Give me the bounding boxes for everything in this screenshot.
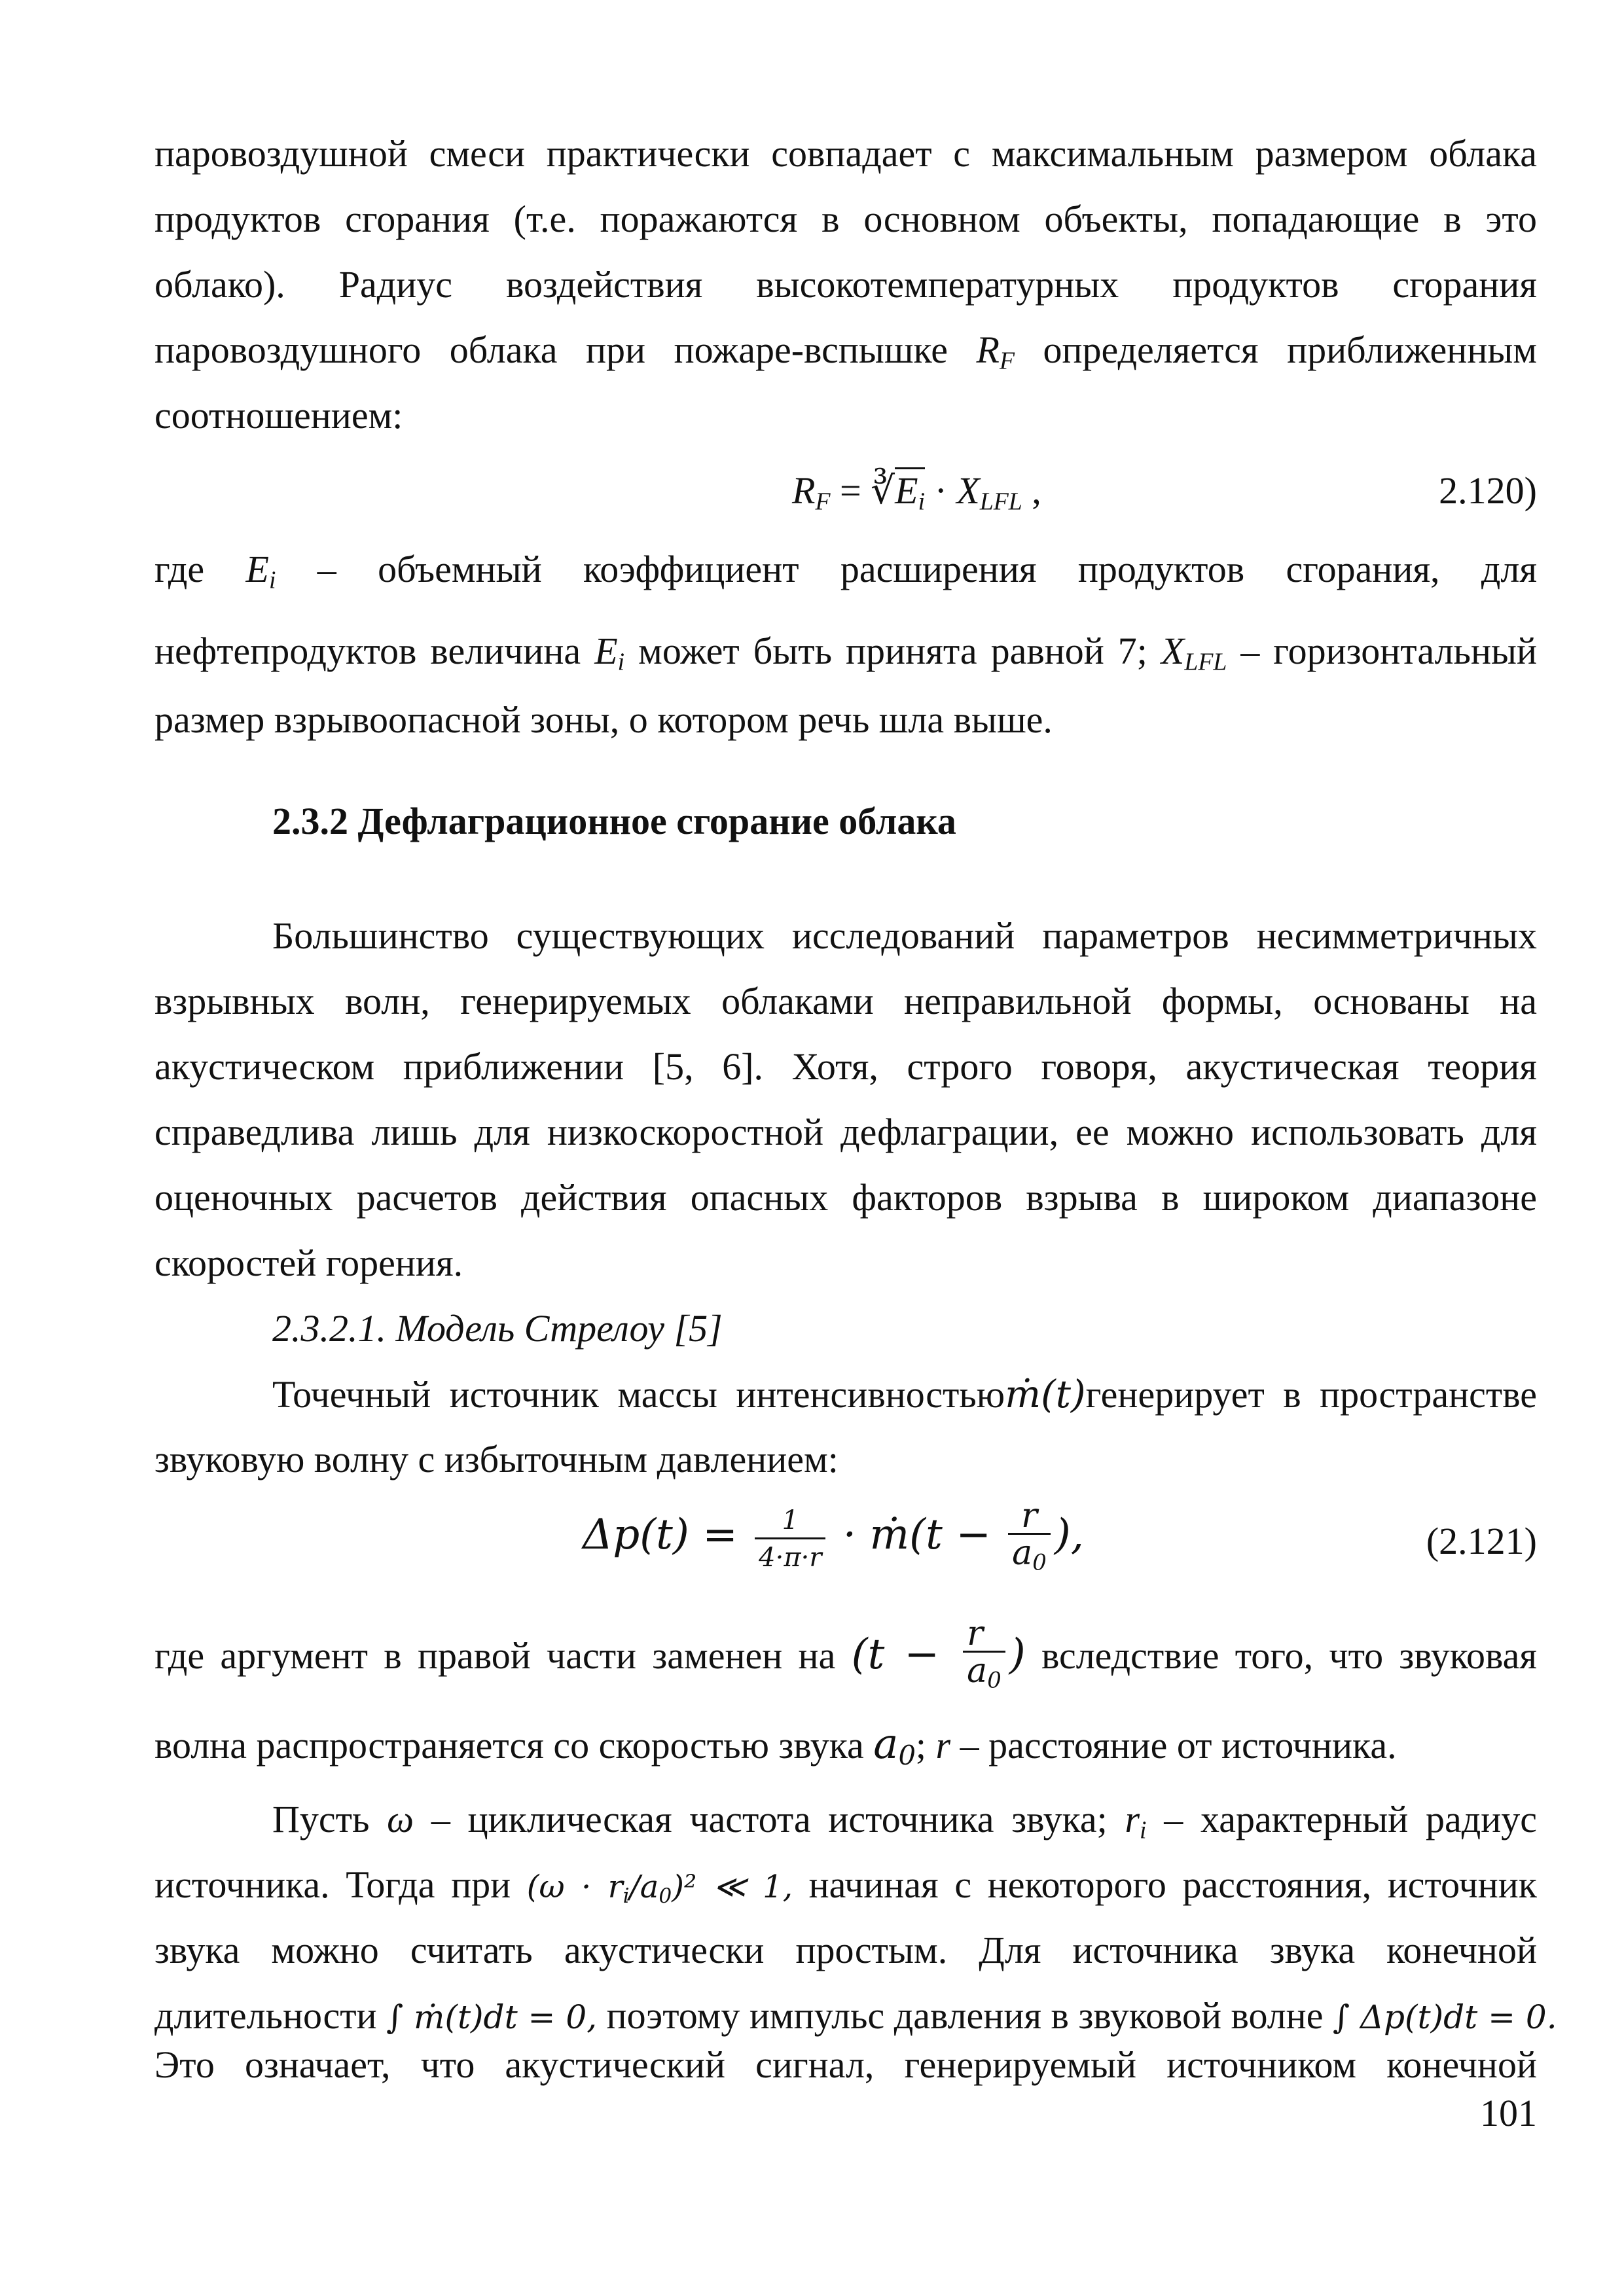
text-line: оценочных расчетов действия опасных факторов взрыва в широком диапазоне	[154, 1176, 1537, 1219]
page-number: 101	[1480, 2092, 1537, 2134]
eq-fraction-r-a0: $\frac{r}{a_0}$	[1008, 1499, 1051, 1581]
var-ri: $r_i$	[1125, 1798, 1147, 1844]
text-line: продуктов сгорания (т.е. поражаются в основном объекты, попадающие в это	[154, 198, 1537, 240]
text-line: Это означает, что акустический сигнал, генерируемый источником конечной	[154, 2043, 1537, 2086]
equation-2-120	[792, 468, 1041, 524]
var-omega: ω	[387, 1798, 414, 1840]
var-ei: $E_i$	[245, 548, 276, 594]
var-r: r	[935, 1724, 951, 1767]
math-mdot: ṁ(t)	[1005, 1372, 1086, 1416]
math-integral-p: ∫ Δp(t)dt = 0.	[1332, 1998, 1557, 2036]
eq-ei: $E_i$	[895, 467, 925, 512]
eq-xlfl: $X_{LFL}$	[956, 469, 1022, 516]
equation-number: 2.120)	[1439, 469, 1537, 512]
math-condition: $(\omega \cdot r_i/a_0)^2$ ≪ 1,	[526, 1869, 793, 1908]
equation-2-121	[583, 1496, 1085, 1581]
var-xlfl: $X_{LFL}$	[1161, 630, 1227, 676]
subsection-heading: 2.3.2.1. Модель Стрелоу [5]	[272, 1307, 723, 1350]
var-a0: $a_0$	[873, 1720, 916, 1772]
equation-number: (2.121)	[1426, 1520, 1537, 1562]
text-line: соотношением:	[154, 394, 403, 437]
text-line: паровоздушной смеси практически совпадает с максимальным размером облака	[154, 132, 1537, 175]
var-rf: $R_F$	[976, 329, 1015, 375]
text-span: определяется приближенным	[1043, 329, 1538, 371]
eq-rf: $R_F$	[792, 469, 831, 516]
text-line: облако). Радиус воздействия высокотемпературных продуктов сгорания	[154, 263, 1537, 306]
text-line: где $E_i$ – объемный коэффициент расширения продуктов сгорания, для	[154, 548, 1538, 594]
text-span: паровоздушного облака при пожаре-вспышке	[154, 329, 948, 371]
text-line: взрывных волн, генерируемых облаками неправильной формы, основаны на	[154, 980, 1537, 1022]
text-line: Большинство существующих исследований параметров несимметричных	[272, 914, 1537, 957]
eq-dot: ·	[925, 469, 957, 512]
text-line: нефтепродуктов величина $E_i$ может быть принята равной 7; $X_{LFL}$ – горизонтальный	[154, 630, 1538, 676]
text-line	[154, 327, 1537, 384]
text-line: звука можно считать акустически простым. Для источника звука конечной	[154, 1929, 1537, 1971]
var-ei: $E_i$	[594, 630, 625, 676]
math-paren: (t − $\frac{r}{a_0}$ )	[851, 1614, 1026, 1693]
section-heading: 2.3.2 Дефлаграционное сгорание облака	[272, 800, 956, 842]
eq-fraction: $\frac{1}{4\cdot\pi\cdot r}$	[755, 1503, 825, 1576]
text-line: Пусть ω – циклическая частота источника звука; $r_i$ – характерный радиус	[272, 1798, 1538, 1844]
text-line: где аргумент в правой части заменен на (t − $\frac{r}{a_0}$ ) вследствие того, что звуковая	[154, 1614, 1538, 1693]
math-integral-m: ∫ ṁ(t)dt = 0,	[386, 1998, 598, 2036]
text-line: длительности ∫ ṁ(t)dt = 0, поэтому импульс давления в звуковой волне ∫ Δp(t)dt = 0.	[154, 1994, 1557, 2037]
eq-cbrt: = ∛	[830, 469, 895, 512]
eq-tail: ,	[1022, 469, 1041, 512]
eq-mid: · ṁ(t −	[829, 1511, 1005, 1560]
text-line: размер взрывоопасной зоны, о котором речь шла выше.	[154, 698, 1053, 741]
text-line: источника. Тогда при $(\omega \cdot r_i/a_0)^2$ ≪ 1, начиная с некоторого расстояния, источник	[154, 1863, 1537, 1908]
text-line: звуковую волну с избыточным давлением:	[154, 1438, 839, 1480]
text-line: волна распространяется со скоростью звука $a_0$; r – расстояние от источника.	[154, 1720, 1397, 1772]
text-line: акустическом приближении [5, 6]. Хотя, строго говоря, акустическая теория	[154, 1045, 1537, 1088]
text-line: Точечный источник массы интенсивностьюṁ(t)генерирует в пространстве	[272, 1372, 1538, 1416]
text-line: скоростей горения.	[154, 1242, 463, 1284]
eq-lhs: Δp(t) =	[583, 1511, 751, 1560]
text-line: справедлива лишь для низкоскоростной дефлаграции, ее можно использовать для	[154, 1111, 1537, 1153]
eq-tail: ),	[1054, 1511, 1085, 1560]
